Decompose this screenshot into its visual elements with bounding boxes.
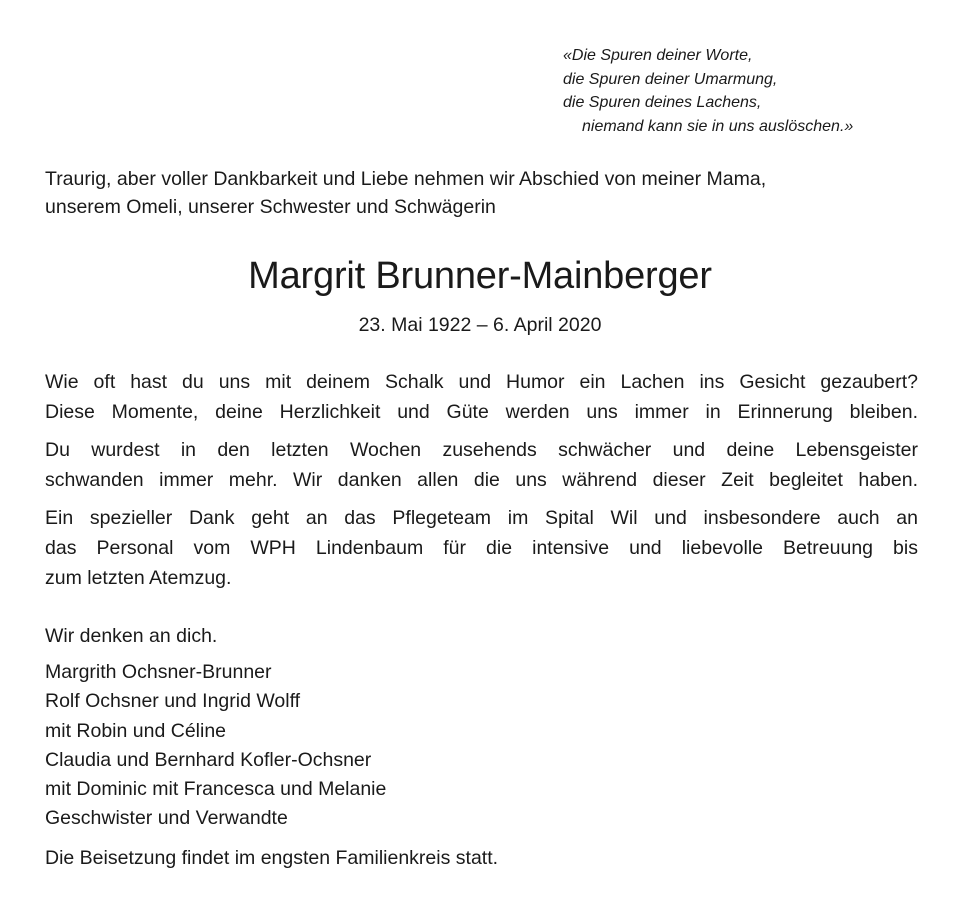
intro-text <box>45 165 925 221</box>
family-member: mit Robin und Céline <box>45 719 227 742</box>
burial-note: Die Beisetzung findet im engsten Familienkreis statt. <box>45 847 499 869</box>
paragraph <box>45 367 918 427</box>
motto-line: die Spuren deiner Umarmung, <box>563 70 778 88</box>
family-signatures <box>45 658 386 834</box>
message-body <box>45 367 918 601</box>
paragraph <box>45 435 918 495</box>
family-member: Claudia und Bernhard Kofler-Ochsner <box>45 748 372 771</box>
deceased-name: Margrit Brunner-Mainberger <box>248 255 712 297</box>
paragraph-line: zum letzten Atemzug. <box>45 567 232 589</box>
paragraph <box>45 503 918 593</box>
motto-line: «Die Spuren deiner Worte, <box>563 47 753 64</box>
paragraph-line: Diese Momente, deine Herzlichkeit und Güte werden uns immer in Erinnerung bleiben. <box>45 401 918 423</box>
intro-line: Traurig, aber voller Dankbarkeit und Liebe nehmen wir Abschied von meiner Mama, <box>45 168 767 190</box>
life-dates: 23. Mai 1922 – 6. April 2020 <box>358 314 602 336</box>
paragraph-line: Ein spezieller Dank geht an das Pflegeteam im Spital Wil und insbesondere auch an <box>45 507 918 529</box>
motto-quote <box>563 44 933 138</box>
closing-line: Wir denken an dich. <box>45 625 218 647</box>
motto-line: die Spuren deines Lachens, <box>563 94 762 111</box>
family-member: Margrith Ochsner-Brunner <box>45 661 272 683</box>
family-member: mit Dominic mit Francesca und Melanie <box>45 778 387 801</box>
paragraph-line: das Personal vom WPH Lindenbaum für die intensive und liebevolle Betreuung bis <box>45 537 918 559</box>
family-member: Rolf Ochsner und Ingrid Wolff <box>45 690 301 713</box>
paragraph-line: Du wurdest in den letzten Wochen zusehends schwächer und deine Lebensgeister <box>45 439 918 461</box>
motto-line: niemand kann sie in uns auslöschen.» <box>582 117 854 135</box>
paragraph-line: schwanden immer mehr. Wir danken allen die uns während dieser Zeit begleitet haben. <box>45 469 918 491</box>
paragraph-line: Wie oft hast du uns mit deinem Schalk und Humor ein Lachen ins Gesicht gezaubert? <box>45 371 918 393</box>
family-member: Geschwister und Verwandte <box>45 807 288 830</box>
intro-line: unserem Omeli, unserer Schwester und Schwägerin <box>45 196 496 218</box>
